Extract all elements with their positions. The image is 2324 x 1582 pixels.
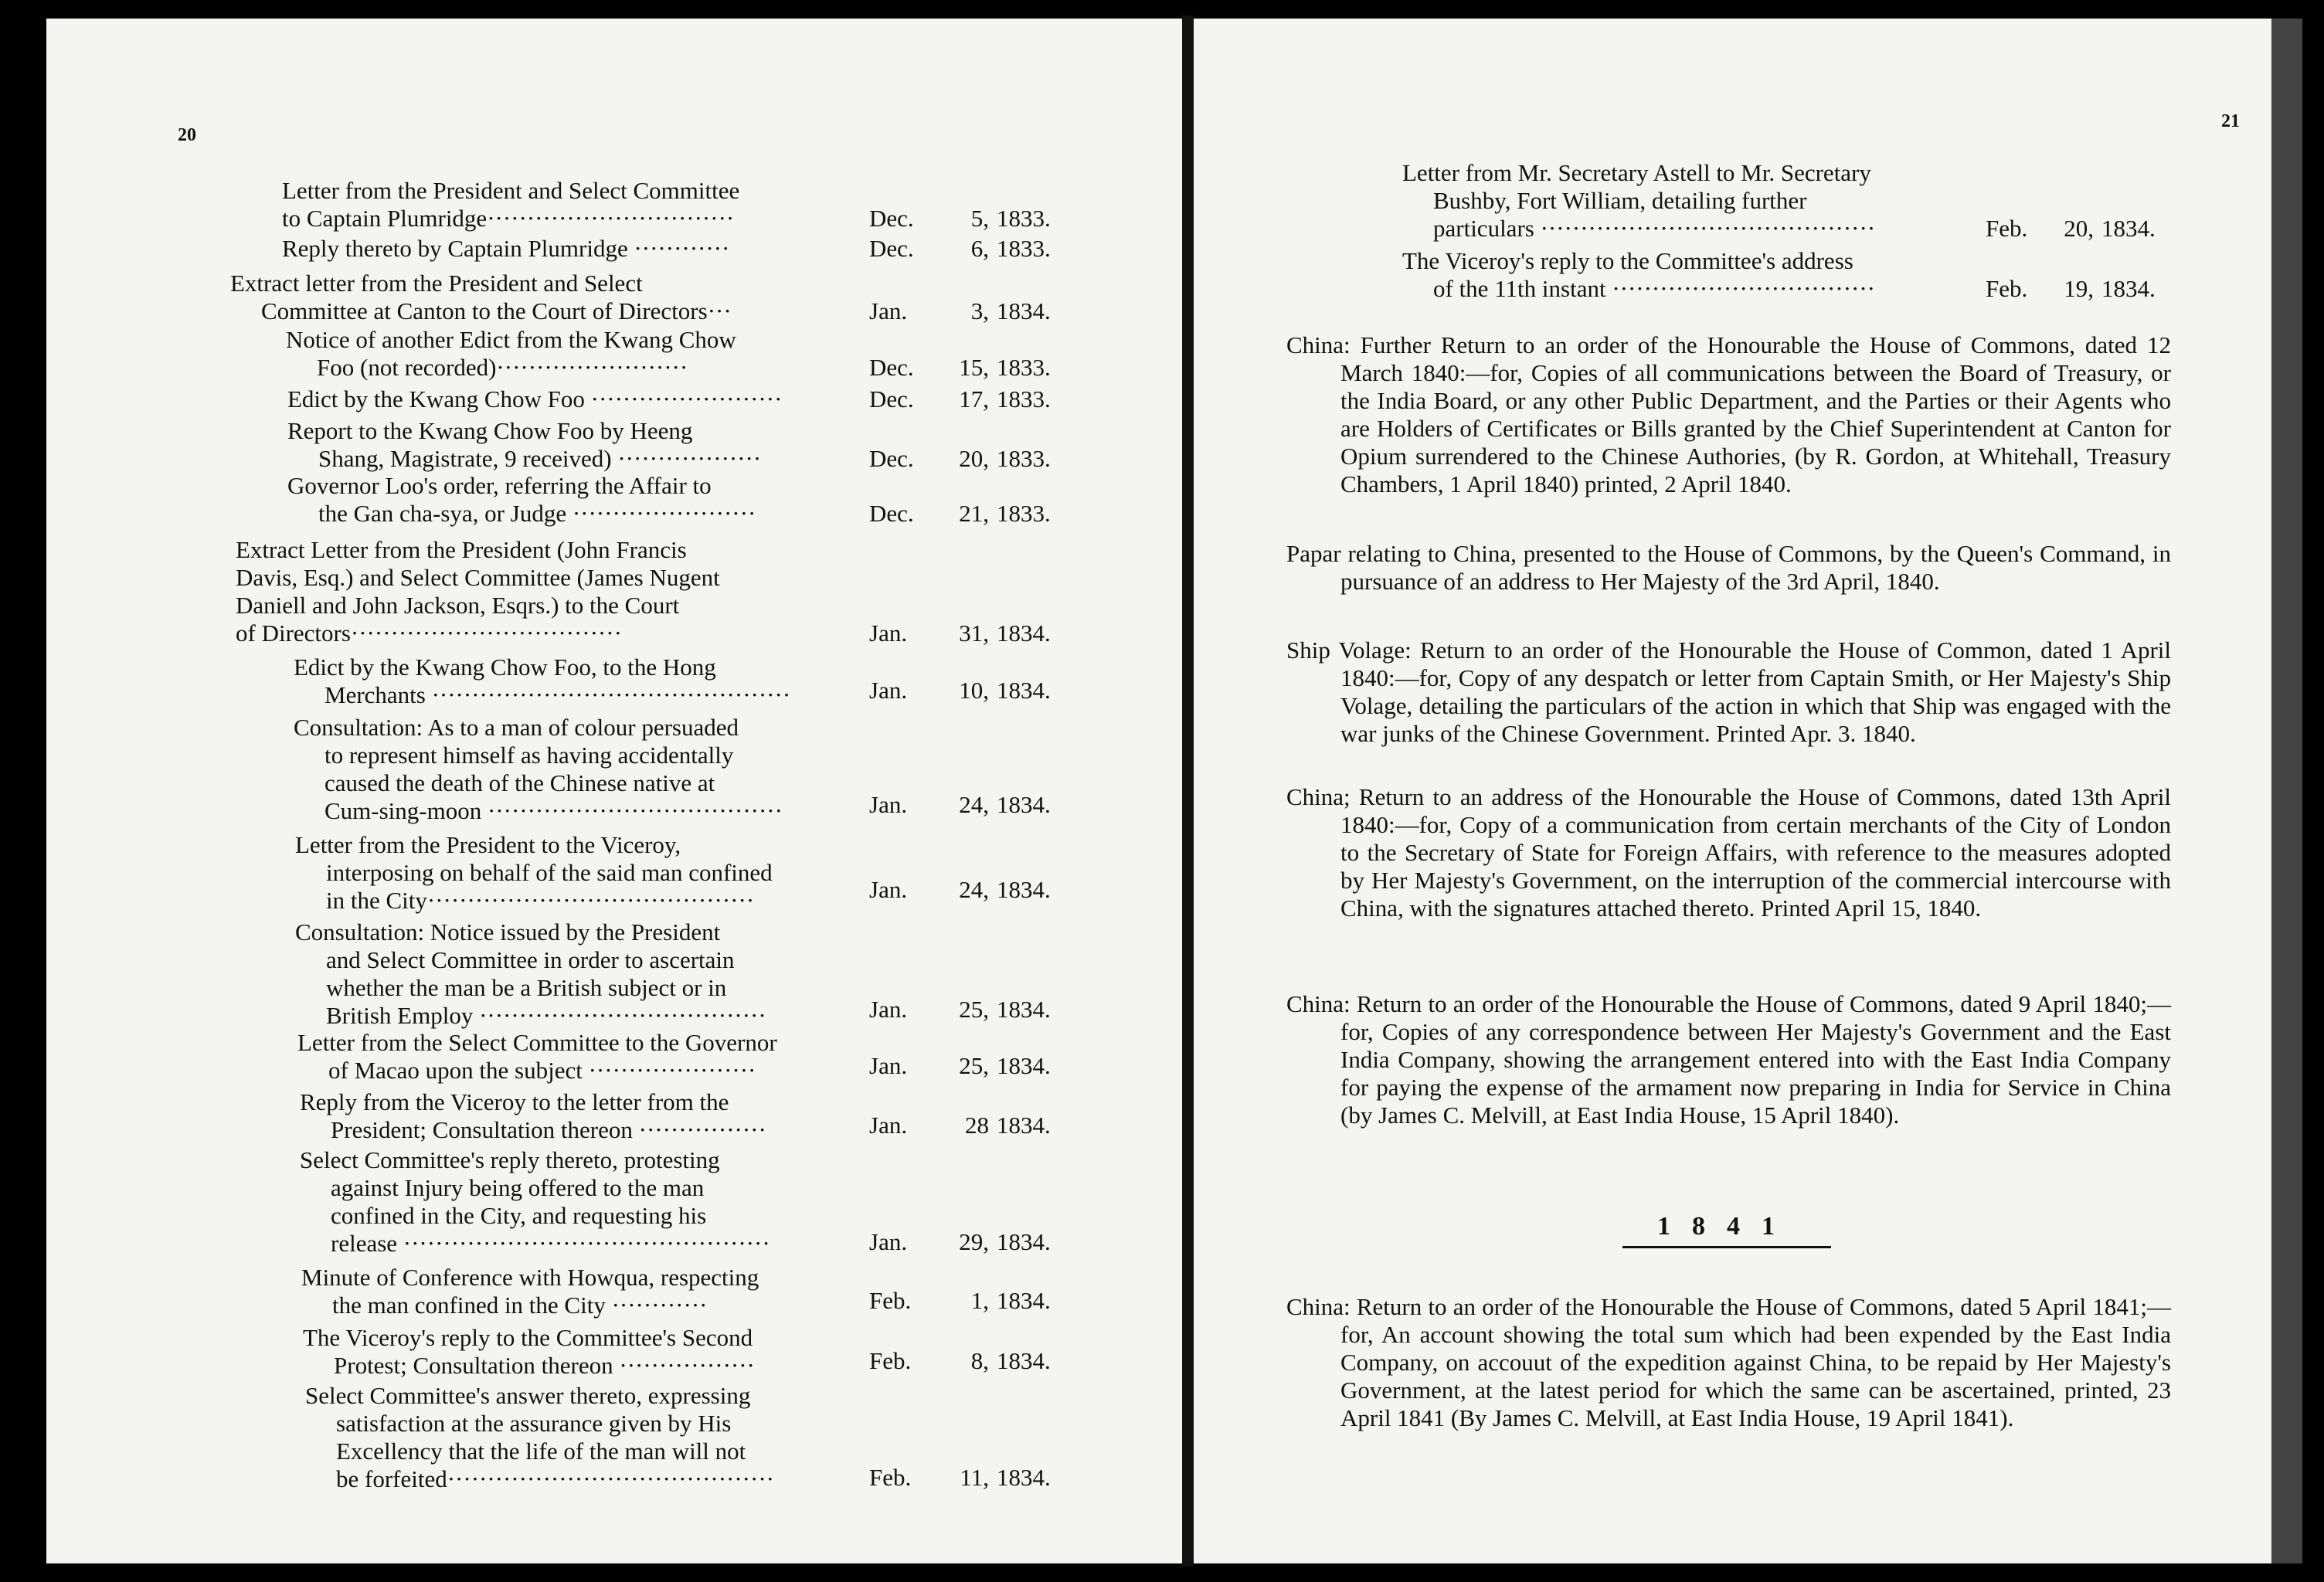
left-page: 20 Letter from the President and Select Committee to Captain Plumridge······························· Dec. 5, 1833. Reply thereto by Captain Plumridge ············ Dec. 6, 1833. Extract letter from the President and Select Committee at Canton to the Court of Directors··· Jan. 3, 1834. Notice of another Edict from the Kwang Chow Foo (not recorded)························ Dec. 15, 1833. Edict by the Kwang Chow Foo ························ Dec. 17, 1833. Report to the Kwang Chow Foo by Heeng Shang, Magistrate, 9 received) ·················· Dec. 20, 1833. Governor Loo's order, referring the Affair to the Gan cha-sya, or Judge ······················· Dec. 21, 1833. Extract Letter from the President (John Francis Davis, Esq.) and Select Committee (James Nugent Daniell and John Jackson, Esqrs.) to the Court of Directors·································· Jan. 31, 1834. Edict by the Kwang Chow Foo, to the Hong Merchants ············································· Jan. 10, 1834. Consultation: As to a man of colour persuaded to represent himself as having accidentally caused the death of the Chinese native at Cum-sing-moon ····································· Jan. 24, 1834. Letter from the President to the Viceroy, interposing on behalf of the said man confined in the City········································· Jan. 24, 1834. Consultation: Notice issued by the President and Select Committee in order to ascertain whether the man be a British subject or in British Employ ···································· Jan. 25, 1834. Letter from the Select Committee to the Governor of Macao upon the subject ····················· Jan. 25, 1834. Reply from the Viceroy to the letter from the President; Consultation thereon ················ Jan. 28 1834. Select Committee's reply thereto, protesting against Injury being offered to the man confined in the City, and requesting his release ·············································· Jan. 29, 1834. Minute of Conference with Howqua, respecting the man confined in the City ············ Feb. 1, 1834. The Viceroy's reply to the Committee's Second Protest; Consultation thereon ················· Feb. 8, 1834. Select Committee's answer thereto, expressing satisfaction at the assurance given by His Excellency that the life of the man will not be forfeited········································· Feb. 11, 1834. xyxy=(46,19,1182,1563)
list-item: China; Return to an address of the Honourable the House of Commons, dated 13th April 1840:—for, Copy of a communication from certain merchants of the City of London to the Secretary of State for Foreign Affairs, with reference to the measures adopted by Her Majesty's Government, on the interruption of the commercial intercourse with China, with the signatures attached thereto. Printed April 15, 1840. xyxy=(1286,783,2171,922)
list-item: China: Return to an order of the Honourable the House of Commons, dated 5 April 1841;—for, An account showing the total sum which had been expended by the East India Company, on accouut of the expedition against China, to be repaid by Her Majesty's Government, at the latest period for which the same can be ascertained, printed, 23 April 1841 (By James C. Melvill, at East India House, 19 April 1841). xyxy=(1286,1293,2171,1431)
year-heading: 1841 xyxy=(1622,1212,1831,1248)
page-number: 21 xyxy=(2221,111,2240,131)
list-item: Ship Volage: Return to an order of the Honourable the House of Common, dated 1 April 1840:—for, Copy of any despatch or letter from Captain Smith, or Her Majesty's Ship Volage, detailing the particulars of the action in which that Ship was engaged with the war junks of the Chinese Government. Printed Apr. 3. 1840. xyxy=(1286,637,2171,747)
book-spine xyxy=(1182,15,1194,1567)
page-number: 20 xyxy=(178,125,196,145)
page-edge xyxy=(2271,19,2302,1563)
list-item: China: Return to an order of the Honourable the House of Commons, dated 9 April 1840;—for, Copies of any correspondence between Her Majesty's Government and the East India Company, showing the arrangement entered into with the East India Company for paying the expense of the armament now preparing in India for Service in China (by James C. Melvill, at East India House, 15 April 1840). xyxy=(1286,990,2171,1129)
list-item: Papar relating to China, presented to the House of Commons, by the Queen's Command, in pursuance of an address to Her Majesty of the 3rd April, 1840. xyxy=(1286,540,2171,595)
list-item: China: Further Return to an order of the Honourable the House of Commons, dated 12 March 1840:—for, Copies of all communications between the Board of Treasury, or the India Board, or any other Public Department, and the Parties or their Agents who are Holders of Certificates or Bills granted by the Chief Superintendent at Canton for Opium surrendered to the Chinese Authories, (by R. Gordon, at Whitehall, Treasury Chambers, 1 April 1840) printed, 2 April 1840. xyxy=(1286,331,2171,497)
right-page: 21 Letter from Mr. Secretary Astell to Mr. Secretary Bushby, Fort William, detailing further particulars ·········································· Feb. 20, 1834. The Viceroy's reply to the Committee's address of the 11th instant ································· Feb. 19, 1834. China: Further Return to an order of the Honourable the House of Commons, dated 12 March 1840:—for, Copies of all communications between the Board of Treasury, or the India Board, or any other Public Department, and the Parties or their Agents who are Holders of Certificates or Bills granted by the Chief Superintendent at Canton for Opium surrendered to the Chinese Authories, (by R. Gordon, at Whitehall, Treasury Chambers, 1 April 1840) printed, 2 April 1840. Papar relating to China, presented to the House of Commons, by the Queen's Command, in pursuance of an address to Her Majesty of the 3rd April, 1840. Ship Volage: Return to an order of the Honourable the House of Common, dated 1 April 1840:—for, Copy of any despatch or letter from Captain Smith, or Her Majesty's Ship Volage, detailing the particulars of the action in which that Ship was engaged with the war junks of the Chinese Government. Printed Apr. 3. 1840. China; Return to an address of the Honourable the House of Commons, dated 13th April 1840:—for, Copy of a communication from certain merchants of the City of London to the Secretary of State for Foreign Affairs, with reference to the measures adopted by Her Majesty's Government, on the interruption of the commercial intercourse with China, with the signatures attached thereto. Printed April 15, 1840. China: Return to an order of the Honourable the House of Commons, dated 9 April 1840;—for, Copies of any correspondence between Her Majesty's Government and the East India Company, showing the arrangement entered into with the East India Company for paying the expense of the armament now preparing in India for Service in China (by James C. Melvill, at East India House, 15 April 1840). 1841 China: Return to an order of the Honourable the House of Commons, dated 5 April 1841;—for, An account showing the total sum which had been expended by the East India Company, on accouut of the expedition against China, to be repaid by Her Majesty's Government, at the latest period for which the same can be ascertained, printed, 23 April 1841 (By James C. Melvill, at East India House, 19 April 1841). xyxy=(1194,19,2271,1563)
